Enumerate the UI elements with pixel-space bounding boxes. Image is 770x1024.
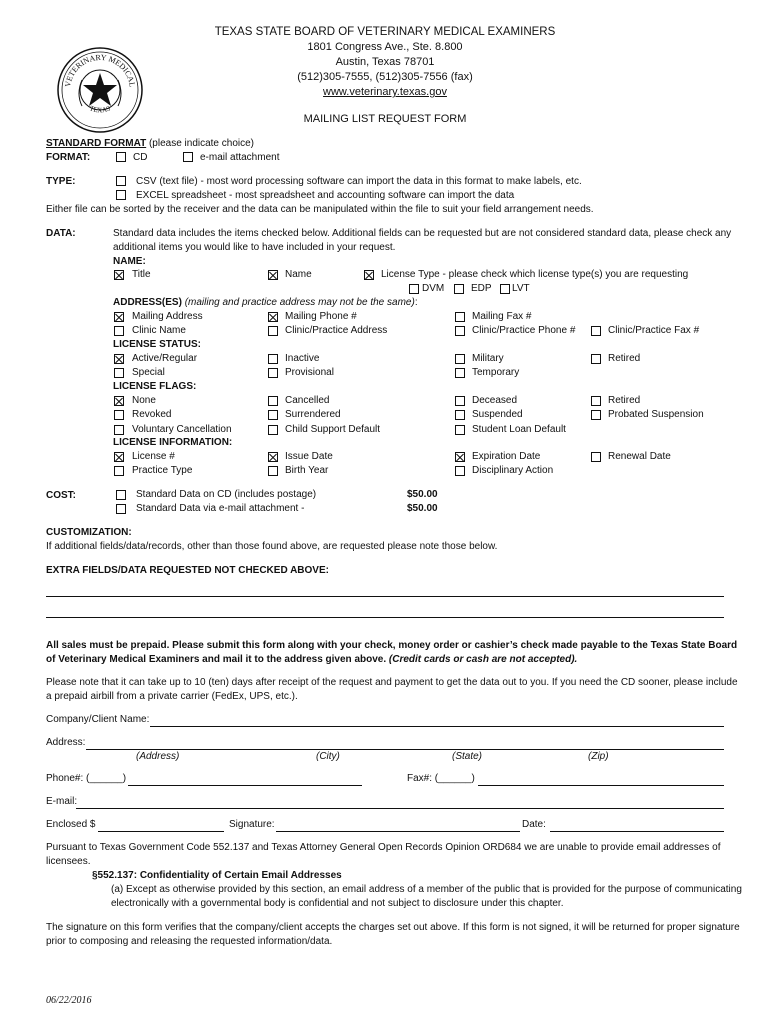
data-intro-1: Standard data includes the items checked below. Additional fields can be requested but are not considered standard data, please check any — [113, 228, 732, 239]
section-text-2: electronically with a governmental body is confidential and not subject to disclosure under this chapter. — [111, 898, 564, 909]
inactive-checkbox[interactable] — [268, 354, 278, 364]
name-heading: NAME: — [113, 256, 146, 267]
inactive-label: Inactive — [285, 353, 320, 364]
issue-date-checkbox[interactable] — [268, 452, 278, 462]
enclosed-label: Enclosed $ — [46, 819, 96, 830]
email-label: E-mail: — [46, 796, 78, 807]
email-input-line[interactable] — [76, 808, 724, 809]
format-cd-checkbox[interactable] — [116, 152, 126, 162]
address-hint-state: (State) — [452, 751, 483, 762]
mailing-fax-label: Mailing Fax # — [472, 311, 532, 322]
signature-note-2: prior to composing and releasing the requested information/data. — [46, 936, 333, 947]
license-flags-heading: LICENSE FLAGS: — [113, 381, 197, 392]
retired-flag-label: Retired — [608, 395, 641, 406]
extra-fields-line-2[interactable] — [46, 617, 724, 618]
license-info-heading: LICENSE INFORMATION: — [113, 437, 233, 448]
format-cd-label: CD — [133, 152, 148, 163]
format-email-checkbox[interactable] — [183, 152, 193, 162]
temporary-label: Temporary — [472, 367, 520, 378]
fax-label: Fax#: (______) — [407, 773, 475, 784]
mailing-address-label: Mailing Address — [132, 311, 203, 322]
probated-checkbox[interactable] — [591, 410, 601, 420]
disciplinary-label: Disciplinary Action — [472, 465, 554, 476]
revoked-label: Revoked — [132, 409, 172, 420]
data-intro-2: additional items you would like to have included in your request. — [113, 242, 396, 253]
birth-year-checkbox[interactable] — [268, 466, 278, 476]
renewal-date-checkbox[interactable] — [591, 452, 601, 462]
form-title: MAILING LIST REQUEST FORM — [303, 113, 467, 125]
customization-text: If additional fields/data/records, other than those found above, are requested please note those below. — [46, 541, 498, 552]
special-checkbox[interactable] — [114, 368, 124, 378]
format-label: FORMAT: — [46, 152, 91, 163]
date-input-line[interactable] — [550, 831, 724, 832]
renewal-date-label: Renewal Date — [608, 451, 671, 462]
none-label: None — [132, 395, 156, 406]
address-hint-city: (City) — [316, 751, 340, 762]
suspended-checkbox[interactable] — [455, 410, 465, 420]
type-label: TYPE: — [46, 176, 76, 187]
practice-type-checkbox[interactable] — [114, 466, 124, 476]
cost-email-checkbox[interactable] — [116, 504, 126, 514]
name-label: Name — [285, 269, 312, 280]
clinic-address-label: Clinic/Practice Address — [285, 325, 388, 336]
type-excel-checkbox[interactable] — [116, 190, 126, 200]
svg-text:VETERINARY MEDICAL: VETERINARY MEDICAL — [63, 52, 137, 88]
extra-fields-line-1[interactable] — [46, 596, 724, 597]
voluntary-cancellation-label: Voluntary Cancellation — [132, 424, 232, 435]
company-input-line[interactable] — [150, 726, 724, 727]
standard-format-heading: STANDARD FORMAT — [46, 138, 147, 149]
license-no-label: License # — [132, 451, 175, 462]
student-loan-checkbox[interactable] — [455, 425, 465, 435]
standard-format-hint: (please indicate choice) — [148, 138, 255, 149]
name-checkbox[interactable] — [268, 270, 278, 280]
type-excel-label: EXCEL spreadsheet - most spreadsheet and accounting software can import the data — [136, 190, 515, 201]
svg-text:TEXAS: TEXAS — [88, 104, 112, 115]
type-csv-checkbox[interactable] — [116, 176, 126, 186]
provisional-label: Provisional — [285, 367, 334, 378]
cancelled-label: Cancelled — [285, 395, 330, 406]
date-label: Date: — [522, 819, 546, 830]
license-status-heading: LICENSE STATUS: — [113, 339, 201, 350]
license-type-checkbox[interactable] — [364, 270, 374, 280]
pursuant-1: Pursuant to Texas Government Code 552.137 and Texas Attorney General Open Records Opinion ORD684 we are unable to provide email addresses of — [46, 842, 721, 853]
retired-status-checkbox[interactable] — [591, 354, 601, 364]
active-label: Active/Regular — [132, 353, 198, 364]
payment-line-2: of Veterinary Medical Examiners and mail it to the address given above. — [46, 654, 387, 665]
mailing-fax-checkbox[interactable] — [455, 312, 465, 322]
voluntary-cancellation-checkbox[interactable] — [114, 425, 124, 435]
title-checkbox[interactable] — [114, 270, 124, 280]
active-checkbox[interactable] — [114, 354, 124, 364]
cost-email-label: Standard Data via e-mail attachment - — [136, 503, 305, 514]
practice-type-label: Practice Type — [132, 465, 193, 476]
signature-label: Signature: — [229, 819, 275, 830]
org-name: TEXAS STATE BOARD OF VETERINARY MEDICAL EXAMINERS — [214, 26, 556, 38]
payment-note-2: a prepaid airbill from a private carrier (FedEx, UPS, etc.). — [46, 691, 298, 702]
cost-email-price: $50.00 — [407, 503, 438, 514]
dvm-label: DVM — [422, 283, 445, 294]
special-label: Special — [132, 367, 165, 378]
cancelled-checkbox[interactable] — [268, 396, 278, 406]
address-heading: ADDRESS(ES) — [113, 297, 182, 308]
org-phone: (512)305-7555, (512)305-7556 (fax) — [297, 71, 473, 83]
address-label: Address: — [46, 737, 86, 748]
temporary-checkbox[interactable] — [455, 368, 465, 378]
address-input-line[interactable] — [86, 749, 724, 750]
payment-line-2-italic: (Credit cards or cash are not accepted). — [388, 654, 578, 665]
mailing-address-checkbox[interactable] — [114, 312, 124, 322]
expiration-date-label: Expiration Date — [472, 451, 541, 462]
clinic-fax-checkbox[interactable] — [591, 326, 601, 336]
section-heading: §552.137: Confidentiality of Certain Email Addresses — [92, 870, 342, 881]
footer-date: 06/22/2016 — [46, 995, 92, 1006]
surrendered-label: Surrendered — [285, 409, 341, 420]
lvt-checkbox[interactable] — [500, 284, 510, 294]
surrendered-checkbox[interactable] — [268, 410, 278, 420]
retired-status-label: Retired — [608, 353, 641, 364]
org-website-link[interactable]: www.veterinary.texas.gov — [323, 86, 447, 98]
edp-label: EDP — [471, 283, 492, 294]
suspended-label: Suspended — [472, 409, 523, 420]
company-label: Company/Client Name: — [46, 714, 150, 725]
address-hint: (mailing and practice address may not be the same) — [184, 297, 415, 308]
payment-note-1: Please note that it can take up to 10 (ten) days after receipt of the request and payment to get the data out to you. If you need the CD sooner, please include — [46, 677, 738, 688]
child-support-checkbox[interactable] — [268, 425, 278, 435]
enclosed-input-line[interactable] — [98, 831, 224, 832]
title-label: Title — [132, 269, 151, 280]
military-checkbox[interactable] — [455, 354, 465, 364]
issue-date-label: Issue Date — [285, 451, 333, 462]
customization-heading: CUSTOMIZATION: — [46, 527, 132, 538]
retired-flag-checkbox[interactable] — [591, 396, 601, 406]
type-note: Either file can be sorted by the receiver and the data can be manipulated within the file to suit your field arrangement needs. — [46, 204, 594, 215]
mailing-phone-checkbox[interactable] — [268, 312, 278, 322]
cost-cd-checkbox[interactable] — [116, 490, 126, 500]
clinic-phone-checkbox[interactable] — [455, 326, 465, 336]
clinic-fax-label: Clinic/Practice Fax # — [608, 325, 700, 336]
revoked-checkbox[interactable] — [114, 410, 124, 420]
cost-label: COST: — [46, 490, 76, 501]
deceased-label: Deceased — [472, 395, 518, 406]
mailing-phone-label: Mailing Phone # — [285, 311, 357, 322]
license-no-checkbox[interactable] — [114, 452, 124, 462]
cost-cd-label: Standard Data on CD (includes postage) — [136, 489, 317, 500]
pursuant-2: licensees. — [46, 856, 91, 867]
edp-checkbox[interactable] — [454, 284, 464, 294]
extra-fields-heading: EXTRA FIELDS/DATA REQUESTED NOT CHECKED ABOVE: — [46, 565, 329, 576]
address-hint-address: (Address) — [136, 751, 180, 762]
address-hint-zip: (Zip) — [588, 751, 609, 762]
expiration-date-checkbox[interactable] — [455, 452, 465, 462]
phone-input-line[interactable] — [128, 785, 362, 786]
org-address-1: 1801 Congress Ave., Ste. 8.800 — [307, 41, 463, 53]
fax-input-line[interactable] — [478, 785, 724, 786]
clinic-phone-label: Clinic/Practice Phone # — [472, 325, 576, 336]
clinic-name-label: Clinic Name — [132, 325, 186, 336]
provisional-checkbox[interactable] — [268, 368, 278, 378]
student-loan-label: Student Loan Default — [472, 424, 566, 435]
disciplinary-checkbox[interactable] — [455, 466, 465, 476]
section-text-1: (a) Except as otherwise provided by this section, an email address of a member of the public that is provided for the purpose of communicating — [111, 884, 742, 895]
payment-line-1: All sales must be prepaid. Please submit this form along with your check, money order or cashier’s check made payable to the Texas State Board — [46, 640, 738, 651]
org-address-2: Austin, Texas 78701 — [335, 56, 435, 68]
dvm-checkbox[interactable] — [409, 284, 419, 294]
military-label: Military — [472, 353, 504, 364]
clinic-address-checkbox[interactable] — [268, 326, 278, 336]
cost-cd-price: $50.00 — [407, 489, 438, 500]
signature-input-line[interactable] — [276, 831, 520, 832]
format-email-label: e-mail attachment — [200, 152, 280, 163]
type-csv-label: CSV (text file) - most word processing software can import the data in this format to make labels, etc. — [136, 176, 582, 187]
birth-year-label: Birth Year — [285, 465, 329, 476]
clinic-name-checkbox[interactable] — [114, 326, 124, 336]
child-support-label: Child Support Default — [285, 424, 381, 435]
deceased-checkbox[interactable] — [455, 396, 465, 406]
probated-label: Probated Suspension — [608, 409, 704, 420]
data-label: DATA: — [46, 228, 76, 239]
none-checkbox[interactable] — [114, 396, 124, 406]
signature-note-1: The signature on this form verifies that the company/client accepts the charges set out above. If this form is not signed, it will be returned for proper signature — [46, 922, 740, 933]
lvt-label: LVT — [512, 283, 530, 294]
license-type-label: License Type - please check which license type(s) you are requesting — [381, 269, 689, 280]
phone-label: Phone#: (______) — [46, 773, 127, 784]
